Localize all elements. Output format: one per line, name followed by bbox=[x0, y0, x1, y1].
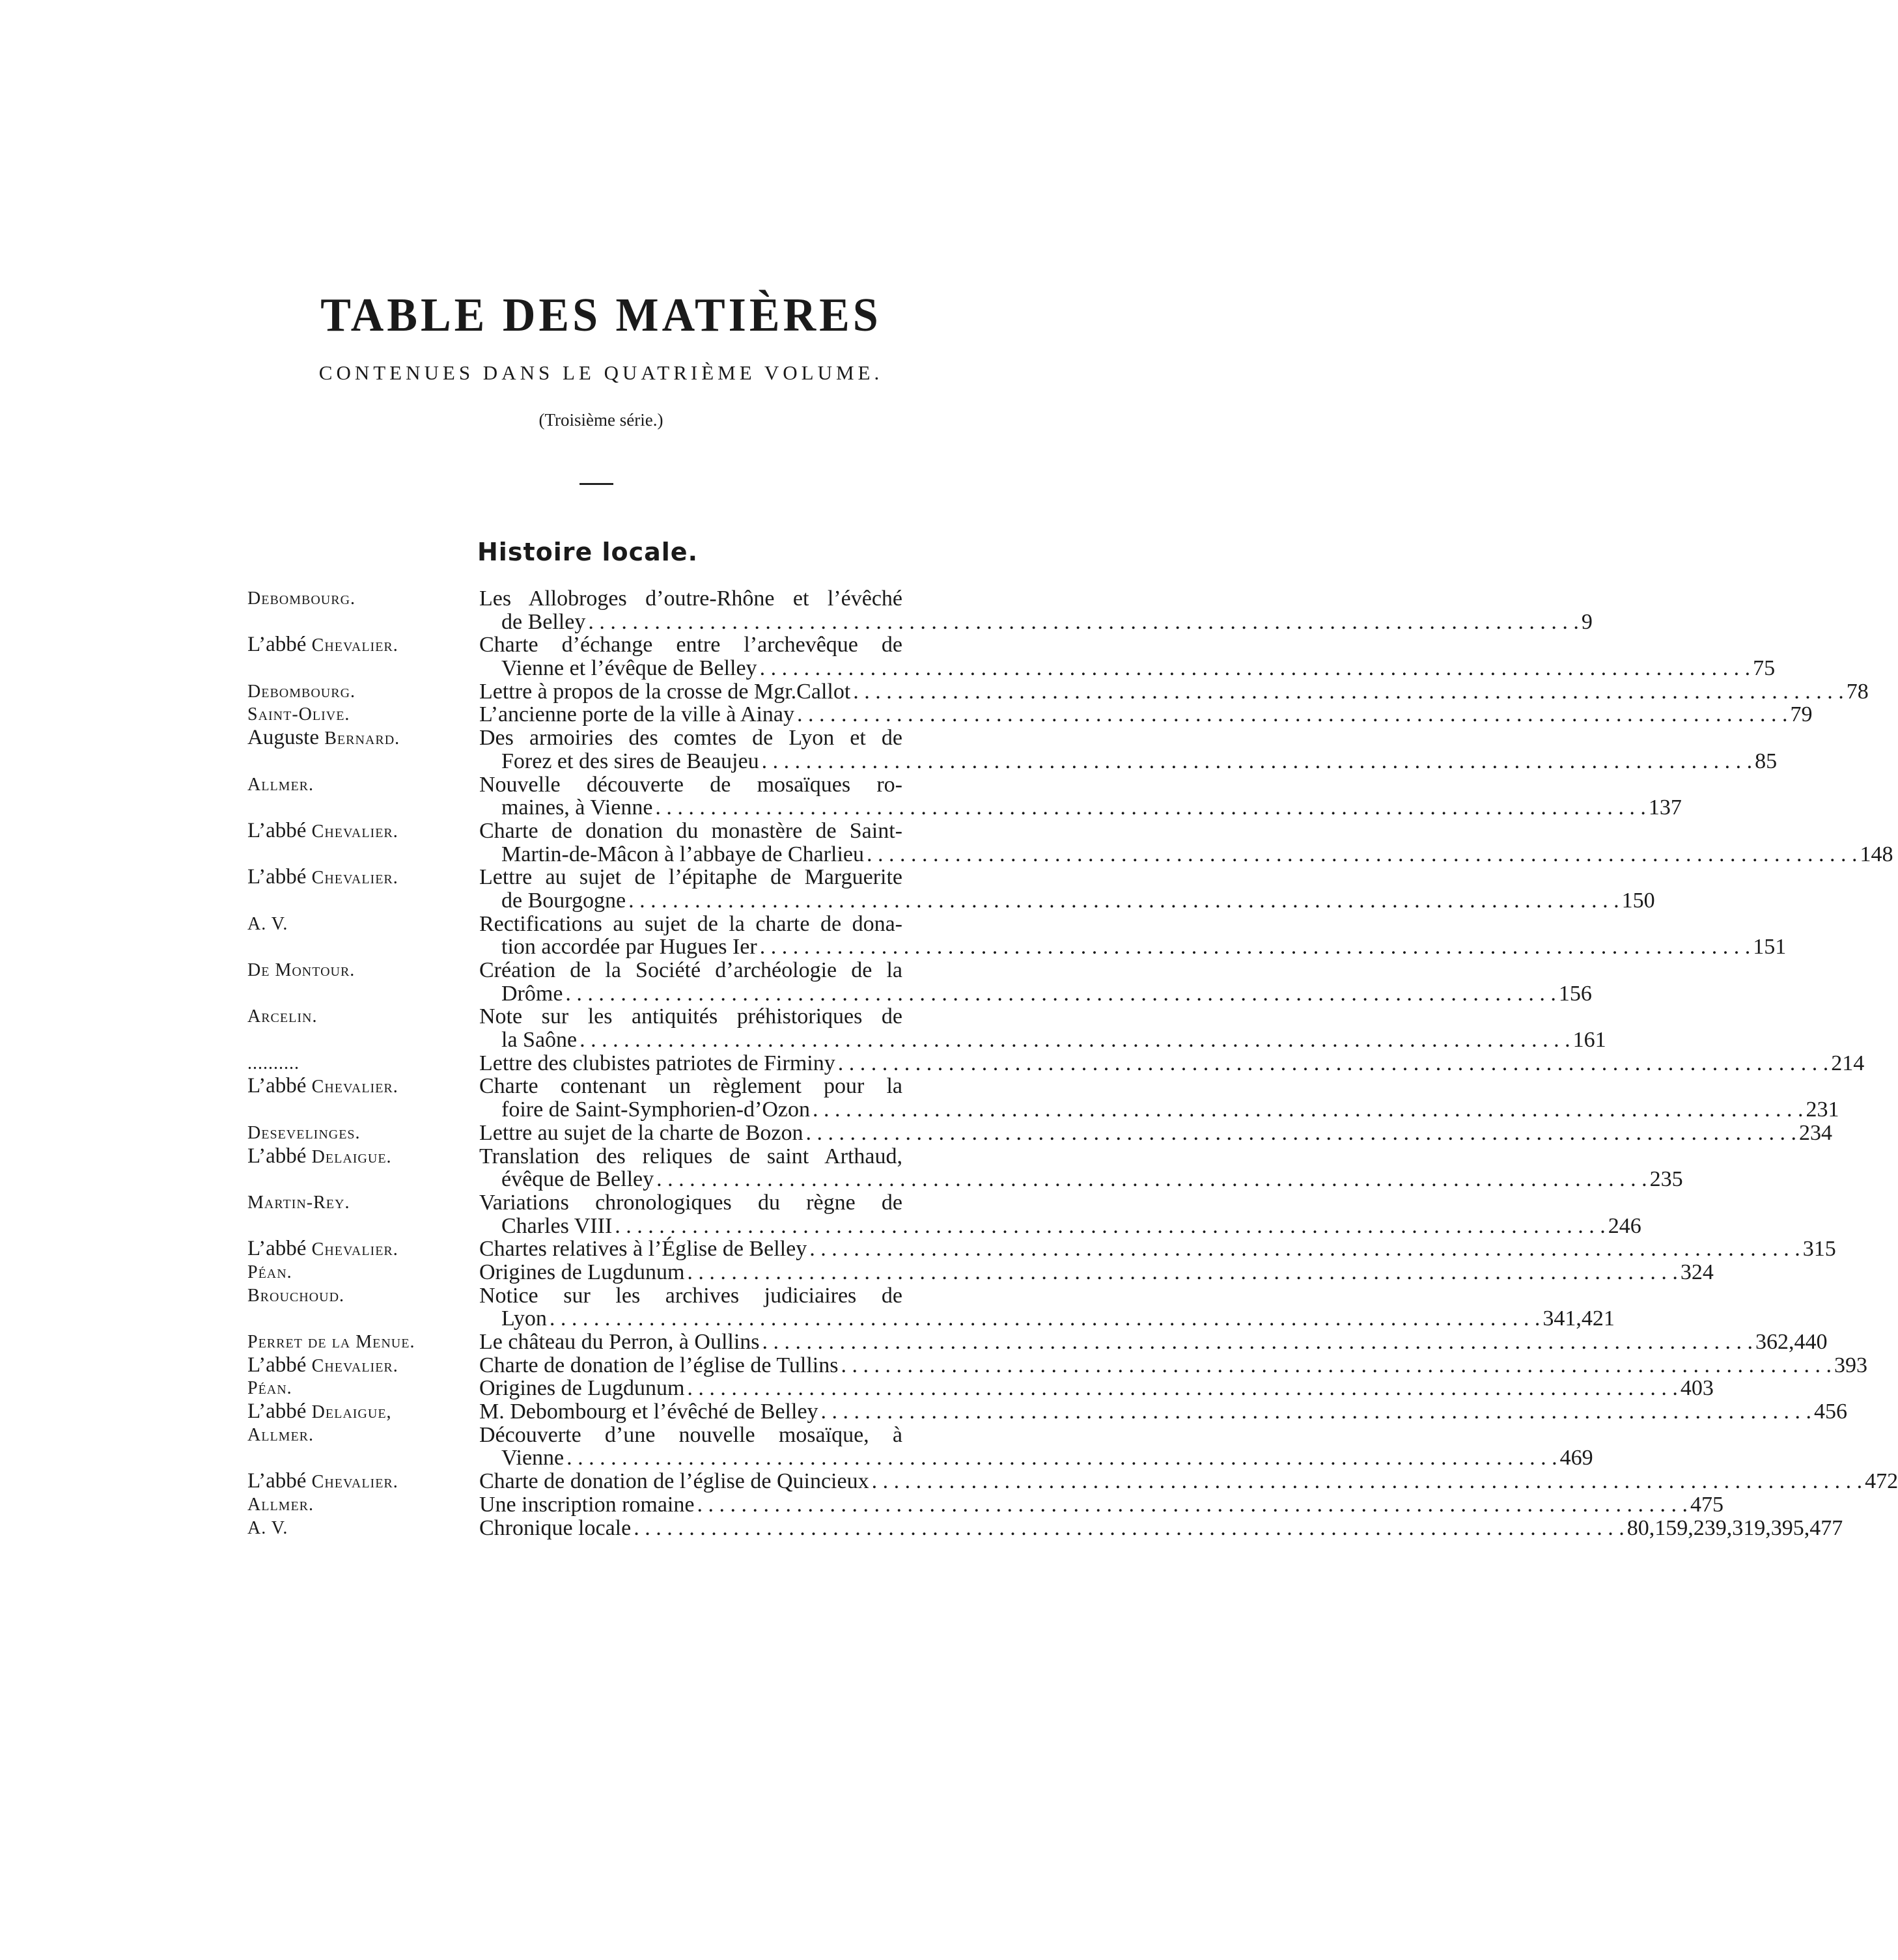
leader-dots bbox=[631, 1517, 1627, 1540]
entry-title-line bbox=[479, 1005, 902, 1028]
leader-dots bbox=[760, 1331, 1756, 1354]
section-heading: Histoire locale. bbox=[477, 538, 699, 566]
entry-title: de Belley bbox=[501, 609, 586, 634]
entry-title-line bbox=[479, 609, 1593, 634]
entry-title-line bbox=[479, 820, 902, 843]
series-label: (Troisième série.) bbox=[538, 410, 663, 430]
table-row bbox=[0, 1260, 1714, 1284]
entry-title: Nouvelle découverte de mosaïques ro- bbox=[479, 772, 902, 797]
table-row bbox=[0, 911, 1787, 959]
entry-content bbox=[479, 1004, 1606, 1053]
entry-title: Découverte d’une nouvelle mosaïque, à bbox=[479, 1422, 902, 1447]
entry-author bbox=[247, 1145, 392, 1169]
entry-title-line bbox=[479, 1167, 1683, 1192]
table-row bbox=[0, 702, 1813, 727]
entry-author bbox=[247, 587, 356, 611]
entry-page: 315 bbox=[1802, 1237, 1836, 1262]
entry-title: Chronique locale bbox=[479, 1515, 632, 1540]
table-row bbox=[0, 1330, 1828, 1354]
entry-author bbox=[247, 1470, 398, 1494]
entry-author bbox=[247, 1354, 398, 1378]
table-row bbox=[0, 1492, 1724, 1517]
entry-author bbox=[247, 1517, 288, 1540]
entry-content bbox=[479, 1074, 1839, 1122]
author-name: Chevalier. bbox=[311, 1239, 398, 1260]
page-title: TABLE DES MATIÈRES bbox=[320, 289, 882, 342]
author-name: Saint-Olive. bbox=[247, 704, 350, 725]
entry-page: 324 bbox=[1680, 1260, 1714, 1284]
author-prefix: Auguste bbox=[247, 726, 325, 750]
author-name: Debombourg. bbox=[247, 588, 356, 609]
entry-title: Lettre des clubistes patriotes de Firminy bbox=[479, 1051, 835, 1075]
entry-title: maines, à Vienne bbox=[501, 795, 653, 820]
author-name: Péan. bbox=[247, 1262, 292, 1282]
entry-title-line bbox=[479, 1213, 1641, 1238]
entry-title: Origines de Lugdunum bbox=[479, 1260, 685, 1284]
entry-content bbox=[479, 1400, 1848, 1424]
entry-page: 137 bbox=[1648, 795, 1682, 820]
entry-author bbox=[247, 680, 356, 704]
leader-dots bbox=[794, 703, 1791, 726]
table-row bbox=[0, 1469, 1898, 1494]
entry-title: Vienne bbox=[501, 1446, 565, 1470]
entry-content bbox=[479, 1120, 1832, 1145]
table-row bbox=[0, 772, 1682, 820]
author-name: Chevalier. bbox=[311, 868, 398, 889]
author-name: Chevalier. bbox=[311, 1472, 398, 1493]
leader-dots bbox=[850, 680, 1847, 704]
entry-title-line bbox=[479, 1237, 1836, 1262]
table-row bbox=[0, 1400, 1848, 1424]
entry-title: L’ancienne porte de la ville à Ainay bbox=[479, 702, 795, 727]
entry-title: Le château du Perron, à Oullins bbox=[479, 1330, 760, 1354]
entry-page: 161 bbox=[1572, 1028, 1606, 1053]
entry-title: Les Allobroges d’outre-Rhône et l’évêché bbox=[479, 587, 902, 611]
table-row bbox=[0, 1004, 1606, 1053]
entry-content bbox=[479, 1515, 1843, 1540]
entry-content bbox=[479, 679, 1869, 704]
entry-title-line bbox=[479, 795, 1682, 820]
entry-title: Martin-de-Mâcon à l’abbaye de Charlieu bbox=[501, 842, 864, 866]
entry-title-line bbox=[479, 935, 1787, 959]
entry-content bbox=[479, 1051, 1865, 1075]
entry-content bbox=[479, 958, 1592, 1006]
table-row bbox=[0, 1376, 1714, 1401]
author-name: Bernard. bbox=[324, 728, 400, 749]
entry-page: 156 bbox=[1558, 981, 1592, 1006]
author-prefix: L’abbé bbox=[247, 1074, 312, 1098]
author-name: A. V. bbox=[247, 913, 288, 934]
entry-page: 9 bbox=[1581, 609, 1593, 634]
entry-content bbox=[479, 1330, 1828, 1354]
table-row bbox=[0, 1237, 1836, 1262]
leader-dots bbox=[612, 1215, 1608, 1238]
entry-author bbox=[247, 703, 350, 726]
entry-title-line bbox=[479, 1191, 902, 1215]
leader-dots bbox=[547, 1307, 1543, 1331]
entry-title: Lettre au sujet de la charte de Bozon bbox=[479, 1120, 803, 1145]
leader-dots bbox=[835, 1052, 1832, 1075]
entry-author bbox=[247, 726, 400, 751]
entry-title: Translation des reliques de saint Arthaud, bbox=[479, 1144, 902, 1168]
entry-content bbox=[479, 1353, 1867, 1377]
entry-title: Rectifications au sujet de la charte de dona- bbox=[479, 911, 902, 936]
entry-content bbox=[479, 1283, 1615, 1331]
entry-title: Charte d’échange entre l’archevêque de bbox=[479, 633, 902, 657]
leader-dots bbox=[818, 1400, 1815, 1424]
entry-page: 475 bbox=[1690, 1492, 1724, 1517]
entry-title-line bbox=[479, 1075, 902, 1098]
entry-title: Forez et des sires de Beaujeu bbox=[501, 749, 759, 773]
entry-content bbox=[479, 1492, 1724, 1517]
leader-dots bbox=[803, 1122, 1800, 1145]
author-name: A. V. bbox=[247, 1517, 288, 1538]
entry-content bbox=[479, 772, 1682, 820]
entry-title-line bbox=[479, 981, 1592, 1006]
author-name: Allmer. bbox=[247, 1424, 314, 1445]
entry-title-line bbox=[479, 1145, 902, 1168]
author-prefix: L’abbé bbox=[247, 633, 312, 657]
author-prefix: L’abbé bbox=[247, 865, 312, 889]
entry-page: 472 bbox=[1865, 1469, 1898, 1494]
table-row bbox=[0, 1120, 1832, 1145]
entry-title: Origines de Lugdunum bbox=[479, 1376, 685, 1401]
entry-content bbox=[479, 633, 1776, 681]
entry-page: 151 bbox=[1753, 935, 1787, 959]
leader-dots bbox=[652, 796, 1649, 820]
page-subtitle: CONTENUES DANS LE QUATRIÈME VOLUME. bbox=[318, 361, 884, 384]
entry-title-line bbox=[479, 1120, 1832, 1145]
entry-title-line bbox=[479, 702, 1813, 727]
leader-dots bbox=[684, 1377, 1681, 1400]
entry-author bbox=[247, 1052, 300, 1075]
entry-title: Des armoiries des comtes de Lyon et de bbox=[479, 726, 902, 751]
entry-author bbox=[247, 1377, 292, 1400]
entry-title: Charte de donation de l’église de Tullins bbox=[479, 1353, 839, 1377]
author-name: Chevalier. bbox=[311, 635, 398, 656]
entry-page: 80,159,239,319,395,477 bbox=[1626, 1515, 1843, 1540]
table-row bbox=[0, 1353, 1867, 1377]
entry-title-line bbox=[479, 1284, 902, 1308]
entry-title: Notice sur les archives judiciaires de bbox=[479, 1283, 902, 1308]
table-row bbox=[0, 865, 1655, 913]
leader-dots bbox=[864, 843, 1860, 866]
entry-author bbox=[247, 959, 355, 982]
entry-author bbox=[247, 1075, 398, 1099]
author-prefix: L’abbé bbox=[247, 1353, 312, 1377]
entry-title: la Saône bbox=[501, 1028, 578, 1053]
leader-dots bbox=[810, 1098, 1806, 1122]
entry-title-line bbox=[479, 1376, 1714, 1401]
entry-content bbox=[479, 726, 1778, 773]
entry-title: Lettre au sujet de l’épitaphe de Marguerite bbox=[479, 865, 902, 890]
entry-page: 85 bbox=[1755, 749, 1778, 773]
entry-title: Lyon bbox=[501, 1306, 547, 1331]
entry-title: Une inscription romaine bbox=[479, 1492, 695, 1517]
entry-title-line bbox=[479, 1469, 1898, 1494]
leader-dots bbox=[564, 1446, 1560, 1470]
entry-content bbox=[479, 818, 1893, 866]
entry-title-line bbox=[479, 749, 1778, 773]
entry-author bbox=[247, 1191, 350, 1215]
author-name: Perret de la Menue. bbox=[247, 1332, 415, 1352]
entry-author bbox=[247, 1400, 392, 1424]
entry-title-line bbox=[479, 842, 1893, 866]
table-row bbox=[0, 1422, 1593, 1470]
entry-title-line bbox=[479, 679, 1869, 704]
entry-author bbox=[247, 773, 314, 797]
entry-page: 341,421 bbox=[1542, 1306, 1615, 1331]
entry-content bbox=[479, 1237, 1836, 1262]
entry-page: 469 bbox=[1559, 1446, 1593, 1470]
entry-author bbox=[247, 866, 398, 890]
author-name: Debombourg. bbox=[247, 681, 356, 702]
entry-title: foire de Saint-Symphorien-d’Ozon bbox=[501, 1097, 810, 1122]
entry-page: 231 bbox=[1806, 1097, 1839, 1122]
entry-content bbox=[479, 1376, 1714, 1401]
entry-title-line bbox=[479, 1446, 1593, 1470]
entry-page: 234 bbox=[1799, 1120, 1832, 1145]
author-name: Delaigue, bbox=[311, 1402, 392, 1423]
entry-content bbox=[479, 1422, 1593, 1470]
author-prefix: L’abbé bbox=[247, 1400, 312, 1424]
entry-title-line bbox=[479, 1353, 1867, 1377]
entry-title-line bbox=[479, 773, 902, 797]
entry-title: évêque de Belley bbox=[501, 1167, 654, 1192]
entry-title: Création de la Société d’archéologie de la bbox=[479, 958, 902, 982]
entry-author bbox=[247, 1261, 292, 1284]
entry-title: Vienne et l’évêque de Belley bbox=[501, 656, 757, 681]
entry-title: Note sur les antiquités préhistoriques de bbox=[479, 1004, 902, 1029]
entry-content bbox=[479, 702, 1813, 727]
author-name: Allmer. bbox=[247, 1494, 314, 1515]
entry-page: 456 bbox=[1814, 1400, 1848, 1424]
entry-page: 393 bbox=[1834, 1353, 1867, 1377]
entry-title-line bbox=[479, 1515, 1843, 1540]
table-row bbox=[0, 1515, 1843, 1540]
entry-page: 214 bbox=[1831, 1051, 1865, 1075]
author-name: Chevalier. bbox=[311, 1355, 398, 1376]
table-row bbox=[0, 679, 1869, 704]
entry-title: Charles VIII bbox=[501, 1213, 613, 1238]
author-name: Desevelinges. bbox=[247, 1122, 361, 1143]
entry-title-line bbox=[479, 726, 902, 750]
table-row bbox=[0, 818, 1893, 866]
entry-content bbox=[479, 1190, 1641, 1238]
entry-title: Charte de donation de l’église de Quincieux bbox=[479, 1469, 869, 1494]
leader-dots bbox=[626, 889, 1622, 913]
entry-title-line bbox=[479, 1400, 1848, 1424]
author-name: Brouchoud. bbox=[247, 1285, 345, 1306]
entry-title: tion accordée par Hugues Ier bbox=[501, 935, 757, 959]
entry-author bbox=[247, 913, 288, 936]
entry-title: de Bourgogne bbox=[501, 888, 626, 913]
leader-dots bbox=[869, 1470, 1865, 1493]
author-name: Chevalier. bbox=[311, 1077, 398, 1097]
author-prefix: L’abbé bbox=[247, 1144, 312, 1168]
entry-title-line bbox=[479, 587, 902, 611]
leader-dots bbox=[577, 1028, 1573, 1052]
entry-title: M. Debombourg et l’évêché de Belley bbox=[479, 1400, 818, 1424]
entry-author bbox=[247, 1122, 361, 1145]
author-name: Delaigue. bbox=[311, 1146, 392, 1167]
entry-title: Variations chronologiques du règne de bbox=[479, 1190, 902, 1215]
entry-author bbox=[247, 820, 398, 844]
entry-title-line bbox=[479, 1306, 1615, 1331]
entry-page: 403 bbox=[1680, 1376, 1714, 1401]
author-name: Arcelin. bbox=[247, 1006, 318, 1027]
author-name: Péan. bbox=[247, 1378, 292, 1399]
entry-title: Chartes relatives à l’Église de Belley bbox=[479, 1237, 807, 1262]
entry-title-line bbox=[479, 913, 902, 936]
entry-title-line bbox=[479, 1097, 1839, 1122]
entry-title-line bbox=[479, 1492, 1724, 1517]
entry-content bbox=[479, 587, 1593, 634]
author-name: Martin-Rey. bbox=[247, 1192, 350, 1213]
entry-title-line bbox=[479, 1028, 1606, 1053]
author-name: De Montour. bbox=[247, 960, 356, 980]
entry-content bbox=[479, 865, 1655, 913]
leader-dots bbox=[563, 982, 1559, 1006]
entry-title-line bbox=[479, 1051, 1865, 1075]
entry-page: 235 bbox=[1649, 1167, 1683, 1192]
entry-content bbox=[479, 1144, 1683, 1192]
author-name: Chevalier. bbox=[311, 821, 398, 842]
entry-page: 78 bbox=[1846, 679, 1869, 704]
author-name: Allmer. bbox=[247, 774, 314, 795]
entry-title-line bbox=[479, 1260, 1714, 1284]
entry-page: 150 bbox=[1621, 888, 1655, 913]
table-row bbox=[0, 1144, 1683, 1192]
entry-title: Charte de donation du monastère de Saint- bbox=[479, 818, 902, 843]
entry-content bbox=[479, 911, 1787, 959]
entry-author bbox=[247, 1005, 317, 1028]
entry-author bbox=[247, 1237, 398, 1262]
table-row bbox=[0, 587, 1593, 634]
table-row bbox=[0, 1283, 1615, 1331]
entry-title: Drôme bbox=[501, 981, 563, 1006]
leader-dots bbox=[694, 1493, 1690, 1517]
entry-page: 362,440 bbox=[1755, 1330, 1828, 1354]
entry-content bbox=[479, 1469, 1898, 1494]
table-row bbox=[0, 1190, 1641, 1238]
entry-title: Lettre à propos de la crosse de Mgr.Callot bbox=[479, 679, 851, 704]
leader-dots bbox=[585, 611, 1582, 634]
leader-dots bbox=[839, 1354, 1835, 1377]
table-row bbox=[0, 1051, 1865, 1075]
author-prefix: L’abbé bbox=[247, 1469, 312, 1493]
entry-title-line bbox=[479, 888, 1655, 913]
entry-title-line bbox=[479, 959, 902, 982]
table-row bbox=[0, 633, 1776, 681]
entry-page: 246 bbox=[1608, 1213, 1641, 1238]
author-prefix: L’abbé bbox=[247, 818, 312, 842]
entry-title-line bbox=[479, 656, 1776, 681]
entry-author bbox=[247, 1331, 415, 1354]
entry-page: 148 bbox=[1860, 842, 1893, 866]
entry-page: 79 bbox=[1790, 702, 1813, 727]
entry-page: 75 bbox=[1753, 656, 1776, 681]
entry-author bbox=[247, 1424, 314, 1447]
entry-content bbox=[479, 1260, 1714, 1284]
leader-dots bbox=[757, 935, 1753, 959]
author-name: .......... bbox=[247, 1053, 300, 1073]
table-of-contents bbox=[0, 587, 1898, 1540]
table-row bbox=[0, 1074, 1839, 1122]
entry-author bbox=[247, 1284, 344, 1308]
separator-rule bbox=[579, 483, 613, 485]
entry-title-line bbox=[479, 866, 902, 889]
leader-dots bbox=[654, 1168, 1650, 1191]
entry-title-line bbox=[479, 1330, 1828, 1354]
table-row bbox=[0, 958, 1592, 1006]
leader-dots bbox=[759, 750, 1755, 773]
author-prefix: L’abbé bbox=[247, 1237, 312, 1261]
entry-author bbox=[247, 1493, 314, 1517]
table-row bbox=[0, 726, 1778, 773]
entry-title-line bbox=[479, 1424, 902, 1447]
entry-title-line bbox=[479, 633, 902, 657]
leader-dots bbox=[757, 657, 1753, 680]
leader-dots bbox=[684, 1261, 1681, 1284]
entry-author bbox=[247, 633, 398, 657]
leader-dots bbox=[807, 1237, 1803, 1261]
entry-title: Charte contenant un règlement pour la bbox=[479, 1074, 902, 1099]
